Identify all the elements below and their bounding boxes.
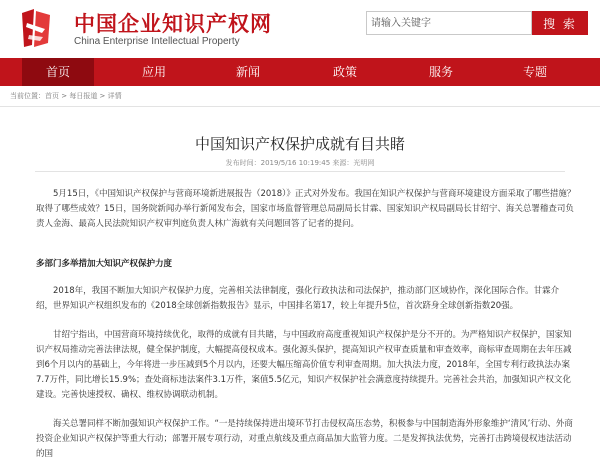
breadcrumb-separator: > [97,92,108,100]
nav-item-news[interactable]: 新闻 [235,65,260,79]
article-paragraph-4: 海关总署同样不断加强知识产权保护工作。“一是持续保持进出境环节打击侵权高压态势，积极参与中国制造海外形象维护‘清风’行动、外商投资企业知识产权保护等重大行动；部署开展专项行动，对重点航线及重点商品加大监管力度。二是发挥执法优势，完善打击跨境侵权违法活动的国 [36,419,573,459]
nav-item-services[interactable]: 服务 [428,65,453,79]
breadcrumb [10,91,122,101]
divider [0,106,600,107]
article-title: 中国知识产权保护成就有目共睹 [194,135,405,153]
article-meta: 发布时间：2019/5/16 10:19:45 来源：光明网 [225,159,375,167]
article-paragraph-1: 5月15日，《中国知识产权保护与营商环境新进展报告（2018）》正式对外发布。我国在知识产权保护与营商环境建设方面采取了哪些措施？取得了哪些成效？15日，国务院新闻办举行新闻发布会，国家市场监督管理总局副局长甘霖、国家知识产权局副局长甘绍宁、海关总署稽查司负责人金海、最高人民法院知识产权审判庭负责人林广海就有关问题回答了记者的提问。 [36,189,576,229]
article-paragraph-2: 2018年，我国不断加大知识产权保护力度，完善相关法律制度，强化行政执法和司法保护，推动部门区域协作，深化国际合作。甘霖介绍，世界知识产权组织发布的《2018全球创新指数报告》显示，中国排名第17，较上年提升5位，首次跻身全球创新指数20强。 [36,286,560,311]
site-header [0,0,600,58]
main-nav [0,58,600,86]
nav-item-home[interactable]: 首页 [22,58,94,86]
divider [35,171,565,172]
article-paragraph-3: 甘绍宁指出，中国营商环境持续优化，取得的成就有目共睹，与中国政府高度重视知识产权保护是分不开的。为严格知识产权保护，国家知识产权局推动完善法律法规，健全保护制度，大幅提高侵权成本。强化源头保护，提高知识产权审查质量和审查效率，商标审查周期在去年压减到6个月以内的基础上，今年将进一步压减到5个月以内，还要大幅压缩高价值专利审查周期。加大执法力度，2018年，全国专利行政执法办案7.7万件，同比增长15.9%；查处商标违法案件3.1万件，案值5.5亿元，知识产权保护社会满意度持续提升。完善社会共治，加强知识产权文化建设。完善快速授权、确权、维权协调联动机制。 [36,330,572,400]
search-input[interactable] [366,11,532,35]
breadcrumb-separator: > [59,92,70,100]
breadcrumb-link-daily[interactable]: 每日报道 [69,92,98,100]
breadcrumb-current: 详情 [107,92,122,100]
nav-item-apps[interactable]: 应用 [141,65,166,79]
nav-item-policy[interactable]: 政策 [332,65,357,79]
breadcrumb-link-home[interactable]: 首页 [45,92,59,100]
site-subtitle: China Enterprise Intellectual Property [74,36,240,47]
search-button[interactable]: 搜 索 [532,11,588,35]
cnipa-logo-icon[interactable] [18,7,54,49]
breadcrumb-prefix: 当前位置： [10,92,45,100]
site-title[interactable]: 中国企业知识产权网 [74,12,272,36]
article-subheading: 多部门多举措加大知识产权保护力度 [36,259,173,269]
nav-item-topics[interactable]: 专题 [522,65,547,79]
